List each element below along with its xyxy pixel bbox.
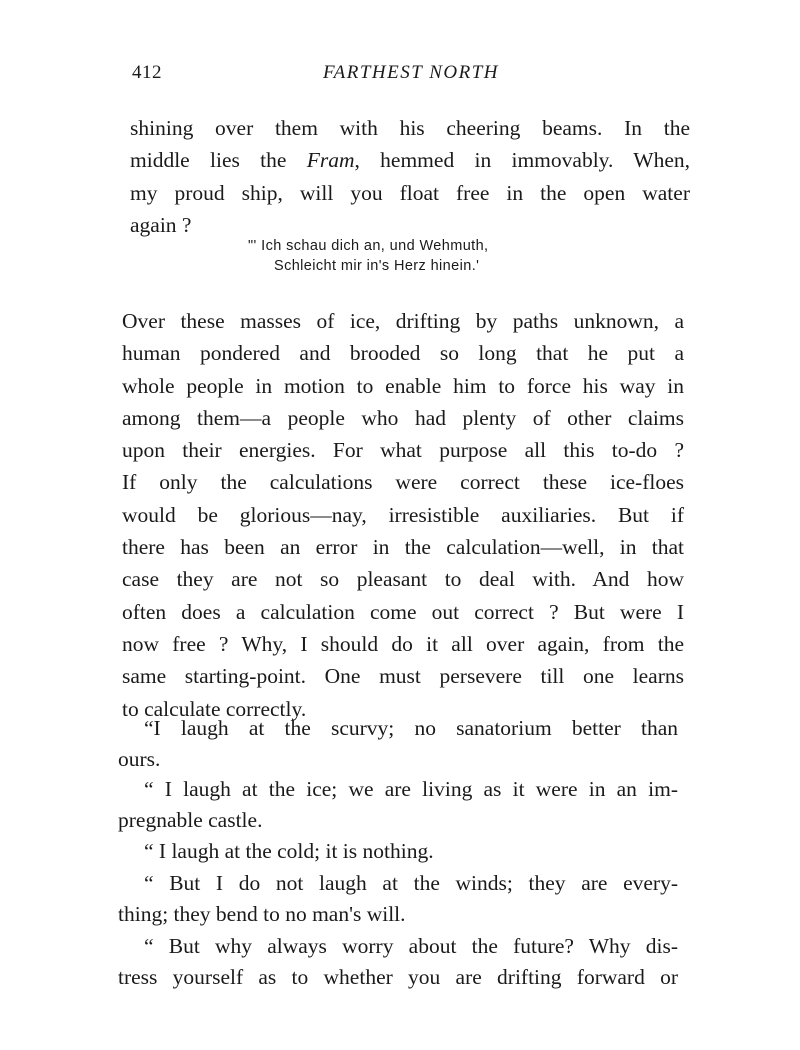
paragraph-2 [122, 305, 684, 725]
paragraph-1-line-3: my proud ship, will you float free in the open water [130, 180, 690, 205]
quote-line-2: Schleicht mir in's Herz hinein.' [274, 258, 480, 274]
paragraph-1-line-1: shining over them with his cheering beams. In the [130, 116, 690, 140]
paragraph-1-line-2 [130, 144, 690, 176]
paragraph-2-line: now free ? Why, I should do it all over again, from the [122, 631, 684, 656]
paragraph-2-line: Over these masses of ice, drifting by paths unknown, a [122, 309, 684, 333]
paragraph-1-line-2-end: , hemmed in immovably. When, [354, 148, 691, 173]
paragraph-4-line: “ I laugh at the ice; we are living as it were in an im- [144, 777, 678, 801]
paragraph-1 [130, 112, 690, 241]
paragraph-2-line: among them—a people who had plenty of other claims [122, 405, 684, 430]
ship-name-fram: Fram [306, 148, 355, 173]
page-number: 412 [132, 62, 162, 83]
paragraph-1-line-2-start: middle lies the [130, 148, 287, 173]
paragraph-2-line: to calculate correctly. [122, 696, 307, 721]
running-title: FARTHEST NORTH [322, 62, 500, 83]
quote-line-1: "' Ich schau dich an, und Wehmuth, [248, 238, 489, 254]
paragraph-2-line: would be glorious—nay, irresistible auxiliaries. But if [122, 502, 684, 527]
paragraph-5-line: “ I laugh at the cold; it is nothing. [144, 839, 434, 863]
paragraph-7 [118, 931, 678, 992]
paragraph-3-line: ours. [118, 746, 161, 771]
paragraph-2-line: If only the calculations were correct these ice-floes [122, 470, 684, 495]
paragraph-2-line: human pondered and brooded so long that he put a [122, 341, 684, 366]
paragraph-4 [118, 774, 678, 835]
paragraph-6-line: thing; they bend to no man's will. [118, 901, 406, 926]
paragraph-7-line: tress yourself as to whether you are drifting forward or [118, 964, 678, 989]
paragraph-7-line: “ But why always worry about the future? Why dis- [144, 934, 678, 958]
paragraph-2-line: there has been an error in the calculation—well, in that [122, 535, 684, 560]
paragraph-2-line: often does a calculation come out correct ? But were I [122, 599, 684, 624]
german-verse-quote [248, 236, 568, 276]
paragraph-6-line: “ But I do not laugh at the winds; they are every- [144, 871, 678, 895]
paragraph-2-line: upon their energies. For what purpose all this to-do ? [122, 438, 684, 463]
paragraph-2-line: whole people in motion to enable him to force his way in [122, 373, 684, 398]
paragraph-2-line: case they are not so pleasant to deal with. And how [122, 567, 684, 592]
paragraph-3 [118, 713, 678, 774]
paragraph-6 [118, 868, 678, 929]
paragraph-1-line-4: again ? [130, 212, 192, 237]
page-header [132, 62, 690, 88]
paragraph-5 [118, 836, 678, 867]
paragraph-4-line: pregnable castle. [118, 807, 263, 832]
paragraph-3-line: “I laugh at the scurvy; no sanatorium better than [144, 716, 678, 740]
paragraph-2-line: same starting-point. One must persevere till one learns [122, 664, 684, 689]
